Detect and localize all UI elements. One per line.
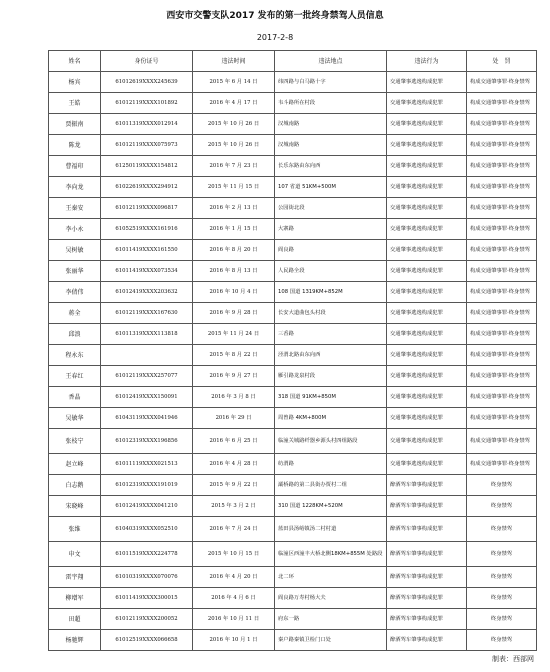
- cell-violation-act: 交通肇事逃逸构成犯罪: [387, 240, 467, 261]
- header-violation-time: 违法时间: [193, 51, 275, 72]
- cell-violation-time: 2015 年 10 月 26 日: [193, 114, 275, 135]
- cell-violation-place: 雁引路龙泉村段: [275, 366, 387, 387]
- cell-name: 宋晓峰: [49, 496, 101, 517]
- cell-id-number: 61011119XXXX021513: [101, 454, 193, 475]
- cell-name: 张丽华: [49, 261, 101, 282]
- cell-violation-act: 醉酒驾车肇事构成犯罪: [387, 542, 467, 567]
- cell-violation-place: 秦户路秦镇卫检门口处: [275, 630, 387, 651]
- cell-violation-place: 人民路全段: [275, 261, 387, 282]
- cell-id-number: 61012119XXXX167630: [101, 303, 193, 324]
- cell-violation-act: 醉酒驾车肇事构成犯罪: [387, 630, 467, 651]
- banned-drivers-table: [48, 50, 537, 651]
- cell-violation-time: 2015 年 10 月 15 日: [193, 542, 275, 567]
- cell-penalty: 构成交通肇事罪·终身禁驾: [467, 429, 537, 454]
- cell-violation-time: 2016 年 8 月 20 日: [193, 240, 275, 261]
- header-penalty: 处 罚: [467, 51, 537, 72]
- cell-penalty: 构成交通肇事罪·终身禁驾: [467, 387, 537, 408]
- cell-violation-act: 交通肇事逃逸构成犯罪: [387, 324, 467, 345]
- table-row: [49, 475, 537, 496]
- cell-id-number: 61011519XXXX224778: [101, 542, 193, 567]
- cell-violation-act: 交通肇事逃逸构成犯罪: [387, 261, 467, 282]
- document-date: 2017-2-8: [256, 33, 294, 42]
- cell-name: 香晶: [49, 387, 101, 408]
- cell-violation-place: 阎良路万寿村杨大夫: [275, 588, 387, 609]
- table-row: [49, 198, 537, 219]
- cell-penalty: 终身禁驾: [467, 588, 537, 609]
- table-row: [49, 135, 537, 156]
- table-row: [49, 496, 537, 517]
- cell-penalty: 构成交通肇事罪·终身禁驾: [467, 198, 537, 219]
- cell-violation-place: 临潼区西潼丰大桥北侧18KM+855M 处路段: [275, 542, 387, 567]
- cell-name: 贾振南: [49, 114, 101, 135]
- cell-name: 雷宇翔: [49, 567, 101, 588]
- cell-violation-act: 醉酒驾车肇事构成犯罪: [387, 609, 467, 630]
- cell-id-number: 61022619XXXX294912: [101, 177, 193, 198]
- cell-violation-place: 汉城南路: [275, 135, 387, 156]
- cell-violation-time: 2016 年 6 月 25 日: [193, 429, 275, 454]
- cell-name: 陈龙: [49, 135, 101, 156]
- cell-violation-act: 交通肇事逃逸构成犯罪: [387, 93, 467, 114]
- cell-name: 白志鹅: [49, 475, 101, 496]
- cell-id-number: 61011419XXXX300015: [101, 588, 193, 609]
- cell-violation-place: 长乐东路由东向西: [275, 156, 387, 177]
- cell-name: 申文: [49, 542, 101, 567]
- cell-penalty: 构成交通肇事罪·终身禁驾: [467, 72, 537, 93]
- cell-name: 程永东: [49, 345, 101, 366]
- cell-name: 李倩伟: [49, 282, 101, 303]
- cell-violation-act: 交通肇事逃逸构成犯罪: [387, 177, 467, 198]
- cell-violation-place: 318 国道 91KM+850M: [275, 387, 387, 408]
- cell-violation-act: 交通肇事逃逸构成犯罪: [387, 387, 467, 408]
- cell-violation-act: 交通肇事逃逸构成犯罪: [387, 345, 467, 366]
- header-violation-act: 违法行为: [387, 51, 467, 72]
- cell-name: 王皓: [49, 93, 101, 114]
- cell-violation-place: 纺渭路: [275, 454, 387, 475]
- table-row: [49, 261, 537, 282]
- cell-id-number: 61012419XXXX203632: [101, 282, 193, 303]
- document-title: 西安市交警支队2017 发布的第一批终身禁驾人员信息: [166, 11, 384, 21]
- cell-violation-place: 大寨路: [275, 219, 387, 240]
- cell-name: 李向龙: [49, 177, 101, 198]
- cell-id-number: 61011319XXXX012914: [101, 114, 193, 135]
- cell-violation-place: 三香路: [275, 324, 387, 345]
- cell-violation-time: 2015 年 11 月 24 日: [193, 324, 275, 345]
- cell-violation-time: 2016 年 4 月 20 日: [193, 567, 275, 588]
- cell-id-number: 61012119XXXX096817: [101, 198, 193, 219]
- cell-id-number: 61012119XXXX200052: [101, 609, 193, 630]
- table-row: [49, 630, 537, 651]
- cell-penalty: 构成交通肇事罪·终身禁驾: [467, 240, 537, 261]
- cell-name: 吴树敏: [49, 240, 101, 261]
- cell-violation-act: 醉酒驾车肇事构成犯罪: [387, 588, 467, 609]
- table-row: [49, 282, 537, 303]
- cell-violation-place: 公园街北段: [275, 198, 387, 219]
- cell-penalty: 终身禁驾: [467, 517, 537, 542]
- table-row: [49, 345, 537, 366]
- cell-violation-act: 交通肇事逃逸构成犯罪: [387, 219, 467, 240]
- cell-penalty: 构成交通肇事罪·终身禁驾: [467, 345, 537, 366]
- cell-violation-time: 2015 年 3 月 2 日: [193, 496, 275, 517]
- cell-violation-act: 交通肇事逃逸构成犯罪: [387, 303, 467, 324]
- cell-name: 杨驰辉: [49, 630, 101, 651]
- cell-violation-place: 108 国道 1319KM+852M: [275, 282, 387, 303]
- cell-violation-time: 2016 年 10 月 11 日: [193, 609, 275, 630]
- table-body: [49, 72, 537, 651]
- cell-id-number: 61043119XXXX041946: [101, 408, 193, 429]
- cell-violation-place: 周曾路 4KM+800M: [275, 408, 387, 429]
- cell-violation-place: 107 省道 51KM+500M: [275, 177, 387, 198]
- cell-violation-time: 2016 年 3 月 8 日: [193, 387, 275, 408]
- cell-id-number: 61250119XXXX154812: [101, 156, 193, 177]
- cell-violation-act: 醉酒驾车肇事构成犯罪: [387, 517, 467, 542]
- table-row: [49, 542, 537, 567]
- cell-violation-time: 2016 年 7 月 23 日: [193, 156, 275, 177]
- cell-violation-place: 府东一路: [275, 609, 387, 630]
- cell-violation-act: 交通肇事逃逸构成犯罪: [387, 156, 467, 177]
- cell-violation-place: 临潼关城路纤器乡源头村四组路段: [275, 429, 387, 454]
- cell-penalty: 构成交通肇事罪·终身禁驾: [467, 408, 537, 429]
- cell-name: 王秦安: [49, 198, 101, 219]
- cell-id-number: 61012119XXXX075973: [101, 135, 193, 156]
- cell-violation-act: 醉酒驾车肇事构成犯罪: [387, 567, 467, 588]
- cell-violation-time: 2015 年 11 月 15 日: [193, 177, 275, 198]
- cell-id-number: 61012419XXXX041210: [101, 496, 193, 517]
- cell-violation-act: 交通肇事逃逸构成犯罪: [387, 408, 467, 429]
- header-violation-place: 违法地点: [275, 51, 387, 72]
- cell-penalty: 构成交通肇事罪·终身禁驾: [467, 177, 537, 198]
- cell-name: 张枝宁: [49, 429, 101, 454]
- cell-id-number: 61012319XXXX196856: [101, 429, 193, 454]
- table-row: [49, 324, 537, 345]
- cell-violation-act: 交通肇事逃逸构成犯罪: [387, 198, 467, 219]
- footer-credit: 制表：西部网: [492, 655, 534, 663]
- cell-id-number: 61040319XXXX052510: [101, 517, 193, 542]
- cell-penalty: 终身禁驾: [467, 542, 537, 567]
- table-row: [49, 240, 537, 261]
- cell-violation-time: 2016 年 10 月 4 日: [193, 282, 275, 303]
- cell-id-number: [101, 345, 193, 366]
- cell-name: 蒋全: [49, 303, 101, 324]
- cell-violation-act: 醉酒驾车肇事构成犯罪: [387, 496, 467, 517]
- cell-violation-act: 交通肇事逃逸构成犯罪: [387, 135, 467, 156]
- cell-penalty: 构成交通肇事罪·终身禁驾: [467, 135, 537, 156]
- cell-violation-place: 纬四路与白马路十字: [275, 72, 387, 93]
- cell-violation-act: 交通肇事逃逸构成犯罪: [387, 114, 467, 135]
- table-row: [49, 366, 537, 387]
- cell-id-number: 61012419XXXX150091: [101, 387, 193, 408]
- table-row: [49, 387, 537, 408]
- cell-id-number: 61012119XXXX257077: [101, 366, 193, 387]
- cell-name: 田超: [49, 609, 101, 630]
- cell-id-number: 61011419XXXX161550: [101, 240, 193, 261]
- cell-violation-act: 交通肇事逃逸构成犯罪: [387, 454, 467, 475]
- cell-violation-time: 2016 年 7 月 24 日: [193, 517, 275, 542]
- cell-violation-time: 2016 年 29 日: [193, 408, 275, 429]
- cell-violation-act: 交通肇事逃逸构成犯罪: [387, 429, 467, 454]
- cell-violation-time: 2015 年 9 月 22 日: [193, 475, 275, 496]
- cell-id-number: 61011419XXXX073534: [101, 261, 193, 282]
- cell-penalty: 构成交通肇事罪·终身禁驾: [467, 282, 537, 303]
- cell-penalty: 构成交通肇事罪·终身禁驾: [467, 156, 537, 177]
- cell-id-number: 61012119XXXX101892: [101, 93, 193, 114]
- cell-name: 柳增军: [49, 588, 101, 609]
- cell-penalty: 构成交通肇事罪·终身禁驾: [467, 93, 537, 114]
- cell-penalty: 构成交通肇事罪·终身禁驾: [467, 303, 537, 324]
- cell-violation-place: 灞桥路的第二县街办贾村二组: [275, 475, 387, 496]
- cell-name: 王春红: [49, 366, 101, 387]
- cell-violation-place: 汉城南路: [275, 114, 387, 135]
- cell-name: 吴敏华: [49, 408, 101, 429]
- table-row: [49, 72, 537, 93]
- cell-violation-time: 2016 年 9 月 27 日: [193, 366, 275, 387]
- cell-violation-time: 2016 年 1 月 15 日: [193, 219, 275, 240]
- table-row: [49, 567, 537, 588]
- cell-penalty: 终身禁驾: [467, 496, 537, 517]
- cell-id-number: 61010319XXXX070076: [101, 567, 193, 588]
- table-row: [49, 93, 537, 114]
- cell-violation-time: 2015 年 10 月 26 日: [193, 135, 275, 156]
- cell-violation-place: 长安大道曲包头村段: [275, 303, 387, 324]
- header-name: 姓名: [49, 51, 101, 72]
- cell-penalty: 终身禁驾: [467, 567, 537, 588]
- table-row: [49, 588, 537, 609]
- cell-violation-place: 阎良路: [275, 240, 387, 261]
- cell-violation-time: 2016 年 4 月 6 日: [193, 588, 275, 609]
- cell-name: 张维: [49, 517, 101, 542]
- cell-name: 邱浪: [49, 324, 101, 345]
- cell-violation-time: 2016 年 10 月 1 日: [193, 630, 275, 651]
- cell-violation-time: 2016 年 4 月 28 日: [193, 454, 275, 475]
- cell-violation-time: 2016 年 2 月 13 日: [193, 198, 275, 219]
- cell-id-number: 61012619XXXX245639: [101, 72, 193, 93]
- header-id-number: 身份证号: [101, 51, 193, 72]
- cell-violation-act: 交通肇事逃逸构成犯罪: [387, 72, 467, 93]
- cell-violation-place: 泾渭北路由东向西: [275, 345, 387, 366]
- cell-penalty: 构成交通肇事罪·终身禁驾: [467, 114, 537, 135]
- cell-name: 李小永: [49, 219, 101, 240]
- cell-penalty: 构成交通肇事罪·终身禁驾: [467, 324, 537, 345]
- cell-penalty: 构成交通肇事罪·终身禁驾: [467, 454, 537, 475]
- cell-id-number: 61012519XXXX066658: [101, 630, 193, 651]
- cell-violation-time: 2016 年 9 月 28 日: [193, 303, 275, 324]
- cell-violation-place: 韦斗路所在村段: [275, 93, 387, 114]
- cell-penalty: 构成交通肇事罪·终身禁驾: [467, 261, 537, 282]
- cell-penalty: 构成交通肇事罪·终身禁驾: [467, 366, 537, 387]
- cell-name: 杨宾: [49, 72, 101, 93]
- table-row: [49, 114, 537, 135]
- table-row: [49, 609, 537, 630]
- cell-penalty: 终身禁驾: [467, 475, 537, 496]
- cell-violation-act: 醉酒驾车肇事构成犯罪: [387, 475, 467, 496]
- cell-violation-time: 2016 年 4 月 17 日: [193, 93, 275, 114]
- cell-violation-time: 2015 年 6 月 14 日: [193, 72, 275, 93]
- cell-violation-time: 2015 年 8 月 22 日: [193, 345, 275, 366]
- table-row: [49, 177, 537, 198]
- cell-name: 曹福印: [49, 156, 101, 177]
- cell-violation-place: 310 国道 1228KM+520M: [275, 496, 387, 517]
- table-row: [49, 454, 537, 475]
- cell-violation-place: 北二环: [275, 567, 387, 588]
- cell-violation-time: 2016 年 8 月 13 日: [193, 261, 275, 282]
- table-header-row: [49, 51, 537, 72]
- cell-name: 赵立峰: [49, 454, 101, 475]
- cell-violation-act: 交通肇事逃逸构成犯罪: [387, 366, 467, 387]
- cell-id-number: 61011319XXXX113818: [101, 324, 193, 345]
- cell-penalty: 终身禁驾: [467, 630, 537, 651]
- table-row: [49, 156, 537, 177]
- cell-penalty: 构成交通肇事罪·终身禁驾: [467, 219, 537, 240]
- cell-violation-act: 交通肇事逃逸构成犯罪: [387, 282, 467, 303]
- cell-violation-place: 蓝田县汤峪镇汤二村村道: [275, 517, 387, 542]
- table-row: [49, 219, 537, 240]
- table-row: [49, 517, 537, 542]
- cell-id-number: 61012319XXXX191019: [101, 475, 193, 496]
- table-row: [49, 408, 537, 429]
- table-row: [49, 303, 537, 324]
- cell-penalty: 终身禁驾: [467, 609, 537, 630]
- table-row: [49, 429, 537, 454]
- cell-id-number: 61052519XXXX161916: [101, 219, 193, 240]
